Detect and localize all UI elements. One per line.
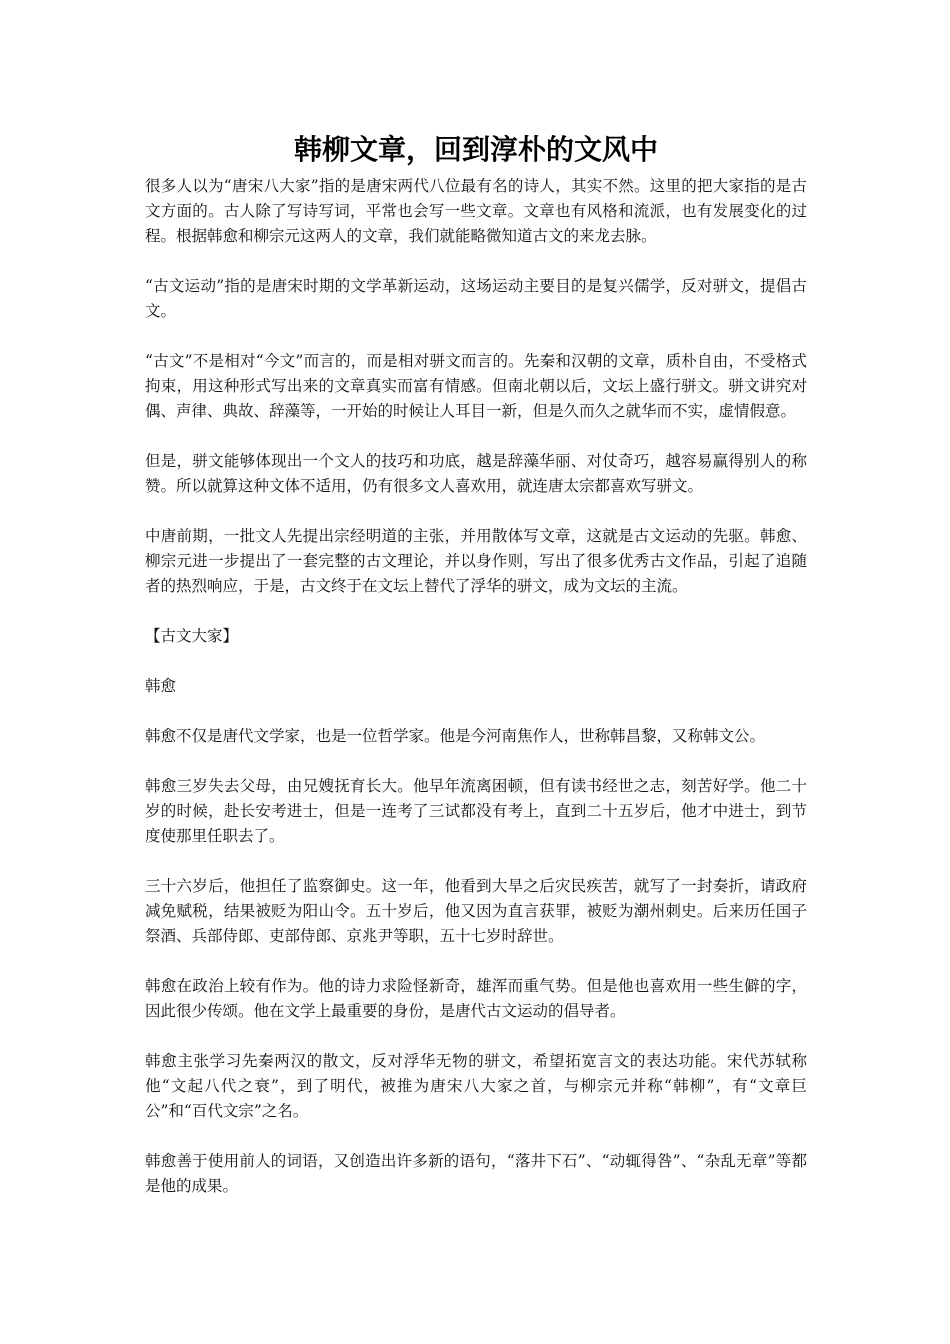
document-body	[145, 128, 807, 1224]
paragraph-han-yu-idioms: 韩愈善于使用前人的词语，又创造出许多新的语句，“落井下石”、“动辄得咎”、“杂乱无章”等都是他的成果。	[145, 1152, 807, 1195]
section-heading-guwen-masters: 【古文大家】	[145, 627, 239, 645]
paragraph-han-yu-career: 三十六岁后，他担任了监察御史。这一年，他看到大旱之后灾民疾苦，就写了一封奏折，请政府减免赋税，结果被贬为阳山令。五十岁后，他又因为直言获罪，被贬为潮州刺史。后来历任国子祭酒、兵部侍郎、吏部侍郎、京兆尹等职，五十七岁时辞世。	[145, 877, 807, 945]
paragraph-guwen-definition: “古文”不是相对“今文”而言的，而是相对骈文而言的。先秦和汉朝的文章，质朴自由，不受格式拘束，用这种形式写出来的文章真实而富有情感。但南北朝以后，文坛上盛行骈文。骈文讲究对偶、声律、典故、辞藻等，一开始的时候让人耳目一新，但是久而久之就华而不实，虚情假意。	[145, 352, 807, 420]
paragraph-intro: 很多人以为“唐宋八大家”指的是唐宋两代八位最有名的诗人，其实不然。这里的把大家指的是古文方面的。古人除了写诗写词，平常也会写一些文章。文章也有风格和流派，也有发展变化的过程。根据韩愈和柳宗元这两人的文章，我们就能略微知道古文的来龙去脉。	[145, 177, 807, 245]
document-title: 韩柳文章，回到淳朴的文风中	[293, 133, 658, 166]
subheading-han-yu: 韩愈	[145, 677, 177, 695]
paragraph-han-yu-politics: 韩愈在政治上较有作为。他的诗力求险怪新奇，雄浑而重气势。但是他也喜欢用一些生僻的字，因此很少传颂。他在文学上最重要的身份，是唐代古文运动的倡导者。	[145, 977, 807, 1020]
paragraph-mid-tang: 中唐前期，一批文人先提出宗经明道的主张，并用散体写文章，这就是古文运动的先驱。韩愈、柳宗元进一步提出了一套完整的古文理论，并以身作则，写出了很多优秀古文作品，引起了追随者的热烈响应，于是，古文终于在文坛上替代了浮华的骈文，成为文坛的主流。	[145, 527, 807, 595]
paragraph-guwen-movement: “古文运动”指的是唐宋时期的文学革新运动，这场运动主要目的是复兴儒学，反对骈文，提倡古文。	[145, 277, 807, 320]
paragraph-han-yu-early-life: 韩愈三岁失去父母，由兄嫂抚育长大。他早年流离困顿，但有读书经世之志，刻苦好学。他二十岁的时候，赴长安考进士，但是一连考了三试都没有考上，直到二十五岁后，他才中进士，到节度使那里任职去了。	[145, 777, 807, 845]
paragraph-han-yu-prose: 韩愈主张学习先秦两汉的散文，反对浮华无物的骈文，希望拓宽言文的表达功能。宋代苏轼称他“文起八代之衰”，到了明代，被推为唐宋八大家之首，与柳宗元并称“韩柳”，有“文章巨公”和“百代文宗”之名。	[145, 1052, 807, 1120]
paragraph-han-yu-intro: 韩愈不仅是唐代文学家，也是一位哲学家。他是今河南焦作人，世称韩昌黎，又称韩文公。	[145, 727, 766, 745]
paragraph-pianwen-popularity: 但是，骈文能够体现出一个文人的技巧和功底，越是辞藻华丽、对仗奇巧，越容易赢得别人的称赞。所以就算这种文体不适用，仍有很多文人喜欢用，就连唐太宗都喜欢写骈文。	[145, 452, 807, 495]
